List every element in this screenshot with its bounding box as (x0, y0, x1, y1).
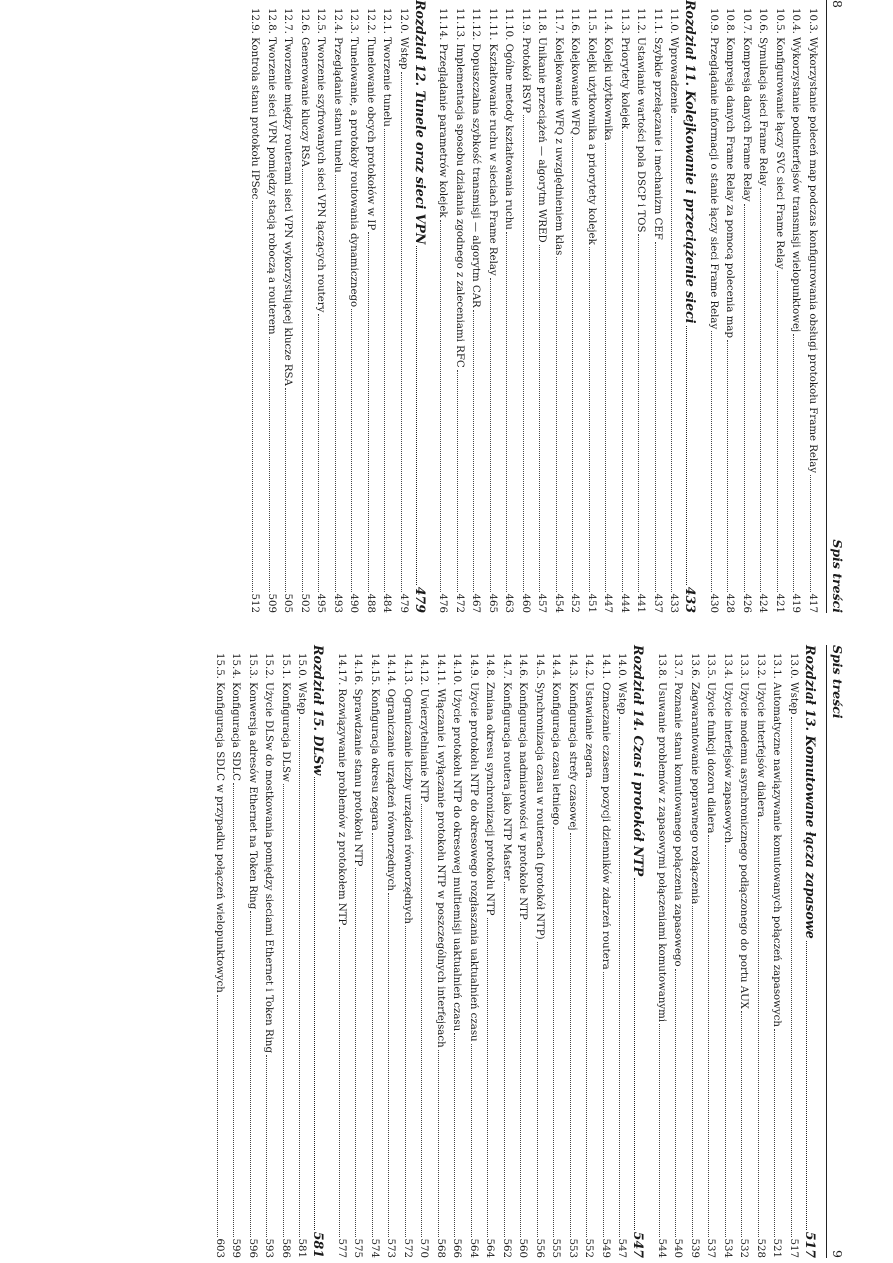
entry-label: 15.5. Konfiguracja SDLC w przypadku połączeń wielopunktowych (214, 653, 225, 993)
entry-page-number: 495 (315, 593, 327, 613)
dot-leader (356, 868, 358, 1236)
entry-page-number: 552 (583, 1238, 595, 1258)
entry-label: 14.5. Synchronizacja czasu w routerach (protokół NTP) (534, 653, 545, 940)
entry-page-number: 430 (708, 593, 719, 613)
entry-page-number: 476 (437, 593, 449, 613)
entry-label: 12.5. Tworzenie szyfrowanych sieci VPN łączących routery (315, 8, 327, 313)
entry-label: 13.2. Użycie interfejsów dialera (755, 653, 766, 818)
toc-entry (787, 0, 804, 613)
entry-page-number: 479 (398, 593, 409, 613)
entry-page-number: 547 (631, 1231, 647, 1258)
toc-entry (533, 0, 550, 613)
page-header (826, 645, 850, 1258)
toc-entry (705, 0, 722, 613)
toc-page-9 (130, 645, 845, 1258)
entry-page-number: 509 (266, 593, 277, 613)
dot-leader (537, 942, 539, 1237)
toc-entry (293, 645, 310, 1258)
entry-label: 14.13. Ograniczanie liczby urządzeń równorzędnych (402, 653, 413, 924)
dot-leader (606, 143, 608, 592)
entry-label: 11.8. Unikanie przeciążeń — algorytm WRED (536, 8, 548, 243)
dot-leader (319, 314, 321, 591)
toc-entry (616, 0, 633, 613)
toc-entry (702, 645, 719, 1258)
entry-page-number: 547 (616, 1238, 628, 1258)
toc-entry (399, 645, 416, 1258)
entry-label: 14.6. Konfiguracja nadmiarowości w protokole NTP (517, 653, 529, 920)
entry-page-number: 521 (771, 1238, 783, 1258)
toc-entry (296, 0, 313, 613)
dot-leader (474, 310, 476, 592)
entry-page-number: 539 (689, 1238, 700, 1258)
toc-entry (448, 645, 465, 1258)
entry-label: 12.2. Tunelowanie obcych protokołów w IP (365, 8, 376, 231)
chapter-heading (310, 645, 329, 1258)
dot-leader (711, 331, 713, 591)
entry-label: 10.7. Kompresja danych Frame Relay (741, 8, 752, 202)
entry-label: 10.4. Wykorzystanie podinterfejsów transmisji wielopunktowej (790, 8, 802, 333)
entry-page-number: 581 (296, 1238, 308, 1258)
entry-page-number: 512 (249, 593, 261, 613)
entry-label: 14.16. Sprawdzanie stanu protokołu NTP (352, 653, 364, 867)
dot-leader (523, 115, 525, 592)
entry-label: 15.0. Wstęp (296, 653, 308, 715)
entry-label: 11.10. Ogólne metody kształtowania ruchu (503, 8, 515, 230)
toc-entry (735, 645, 752, 1258)
toc-entry (566, 0, 583, 613)
entry-label: 12.7. Tworzenie między routerami sieci VPN wykorzystującej klucze RSA (282, 8, 294, 386)
dot-leader (554, 827, 556, 1236)
dot-leader (742, 1011, 744, 1237)
entry-label: 12.1. Tworzenie tunelu (381, 8, 393, 127)
entry-page-number: 452 (569, 593, 581, 613)
entry-label: 14.14. Ograniczanie urządzeń równorzędnych (385, 653, 397, 891)
entry-page-number: 417 (807, 593, 818, 613)
chapter-heading (411, 0, 430, 613)
page-number: 9 (830, 1250, 845, 1258)
entry-label: 11.2. Ustawianie wartości pola DSCP i TOS (635, 8, 647, 233)
toc-entry (366, 645, 383, 1258)
entry-label: 11.1. Szybkie przełączanie i mechanizm CEF (652, 8, 663, 240)
entry-page-number: 537 (705, 1238, 717, 1258)
dot-leader (455, 1033, 457, 1236)
page-9-content (211, 645, 851, 1258)
dot-leader (490, 278, 492, 592)
toc-entry (517, 0, 534, 613)
dot-leader (217, 995, 219, 1237)
dot-leader (761, 188, 763, 591)
entry-label: 14.4. Konfiguracja czasu letniego (550, 653, 562, 826)
entry-label: 10.5. Konfigurowanie łączy SVC sieci Frame Relay (774, 8, 785, 270)
entry-page-number: 460 (520, 593, 531, 613)
entry-page-number: 444 (619, 593, 630, 613)
toc-entry (260, 645, 277, 1258)
entry-label: 11.12. Dopuszczalna szybkość transmisji — algorytm CAR (470, 8, 482, 308)
page-title: Spis treści (830, 645, 845, 719)
dot-leader (286, 388, 288, 592)
dot-leader (422, 804, 424, 1236)
toc-entry (277, 645, 294, 1258)
entry-page-number: 603 (214, 1238, 225, 1258)
dot-leader (775, 1029, 777, 1237)
dot-leader (283, 784, 285, 1237)
toc-list (211, 645, 821, 1258)
dot-leader (587, 780, 589, 1236)
dot-leader (806, 941, 808, 1230)
entry-label: 11.3. Priorytety kolejek (619, 8, 630, 130)
entry-label: 13.0. Wstęp (788, 653, 799, 715)
toc-entry (649, 0, 666, 613)
dot-leader (335, 175, 337, 592)
entry-page-number: 463 (503, 593, 515, 613)
entry-page-number: 532 (738, 1238, 750, 1258)
toc-entry (785, 645, 802, 1258)
toc-entry (484, 0, 501, 613)
toc-entry (349, 645, 366, 1258)
entry-page-number: 428 (724, 593, 736, 613)
dot-leader (744, 204, 746, 592)
dot-leader (368, 232, 370, 591)
entry-label: 14.9. Użycie protokołu NTP do okresowego rozgłaszania uaktualnień czasu (468, 653, 479, 1042)
page-number: 8 (830, 0, 845, 8)
entry-label: 10.6. Symulacja sieci Frame Relay (757, 8, 769, 187)
entry-page-number: 517 (803, 1231, 818, 1258)
toc-entry (329, 0, 346, 613)
toc-entry (415, 645, 432, 1258)
entry-page-number: 577 (336, 1238, 347, 1258)
chapter-heading (801, 645, 820, 1258)
dot-leader (622, 131, 624, 591)
entry-label: 11.9. Protokół RSVP (520, 8, 531, 113)
entry-page-number: 419 (790, 593, 802, 613)
toc-entry (395, 0, 412, 613)
toc-entry (599, 0, 616, 613)
toc-entry (669, 645, 686, 1258)
toc-entry (613, 645, 630, 1258)
entry-page-number: 572 (402, 1238, 413, 1258)
entry-label: 14.0. Wstęp (616, 653, 628, 715)
dot-leader (471, 1044, 473, 1237)
dot-leader (777, 271, 779, 591)
entry-page-number: 593 (263, 1238, 275, 1258)
entry-page-number: 564 (468, 1238, 479, 1258)
dot-leader (352, 309, 354, 591)
dot-leader (405, 926, 407, 1237)
entry-label: 11.14. Przeglądanie parametrów kolejek (437, 8, 449, 218)
toc-entry (547, 645, 564, 1258)
dot-leader (457, 370, 459, 592)
entry-label: 13.6. Zagwarantowanie poprawnego rozłączenia (689, 653, 700, 905)
entry-page-number: 566 (451, 1238, 463, 1258)
dot-leader (504, 882, 506, 1236)
toc-entry (580, 645, 597, 1258)
dot-leader (655, 242, 657, 592)
dot-leader (794, 334, 796, 591)
dot-leader (267, 1055, 269, 1237)
entry-page-number: 553 (567, 1238, 578, 1258)
toc-entry (481, 645, 498, 1258)
entry-label: 13.8. Usuwanie problemów z zapasowymi połączeniami komutowanymi (656, 653, 667, 1023)
entry-page-number: 457 (536, 593, 548, 613)
dot-leader (401, 72, 403, 592)
entry-label: 14.17. Rozwiązywanie problemów z protokołem NTP (336, 653, 347, 926)
entry-page-number: 560 (517, 1238, 529, 1258)
entry-label: 12.6. Generowanie kluczy RSA (299, 8, 310, 167)
page-title: Spis treści (830, 539, 845, 613)
entry-page-number: 451 (586, 593, 597, 613)
toc-entry (451, 0, 468, 613)
dot-leader (540, 245, 542, 592)
entry-page-number: 544 (656, 1238, 667, 1258)
entry-label: 15.4. Konfiguracja SDLC (230, 653, 242, 781)
dot-leader (253, 201, 255, 591)
entry-label: 11.7. Kolejkowanie WFQ z uwzględnieniem klas (553, 8, 564, 256)
toc-entry (333, 645, 350, 1258)
entry-page-number: 517 (788, 1238, 799, 1258)
dot-leader (725, 845, 727, 1236)
dot-leader (589, 247, 591, 592)
toc-entry (362, 0, 379, 613)
page-header (826, 0, 850, 613)
dot-leader (758, 819, 760, 1236)
entry-label: 14.15. Konfiguracja okresu zegara (369, 653, 380, 831)
entry-page-number: 570 (418, 1238, 430, 1258)
dot-leader (339, 927, 341, 1236)
entry-label: 13.1. Automatyczne nawiązywanie komutowanych połączeń zapasowych (771, 653, 783, 1027)
entry-label: 14.1. Oznaczanie czasem pozycji dzienników zdarzeń routera (600, 653, 611, 970)
entry-label: 11.4. Kolejki użytkownika (602, 8, 614, 141)
toc-entry (564, 645, 581, 1258)
entry-page-number: 502 (299, 593, 310, 613)
toc-entry (738, 0, 755, 613)
entry-page-number: 564 (484, 1238, 496, 1258)
toc-entry (531, 645, 548, 1258)
entry-page-number: 421 (774, 593, 785, 613)
entry-label: 12.3. Tunelowanie, a protokoły routowania dynamicznego (348, 8, 360, 308)
dot-leader (728, 340, 730, 592)
entry-label: 14.11. Włączanie i wyłączanie protokołu NTP w poszczególnych interfejsach (435, 653, 446, 1048)
dot-leader (810, 475, 812, 592)
toc-entry (244, 645, 261, 1258)
entry-page-number: 555 (550, 1238, 562, 1258)
entry-page-number: 479 (413, 586, 428, 613)
entry-label: 13.3. Użycie modemu asynchronicznego podłączonego do portu AUX (738, 653, 750, 1009)
dot-leader (372, 833, 374, 1237)
entry-page-number: 424 (757, 593, 769, 613)
dot-leader (315, 777, 317, 1230)
entry-label: 10.3. Wykorzystanie poleceń map podczas konfigurowania obsługi protokołu Frame Relay (807, 8, 818, 474)
entry-label: 14.7. Konfiguracja routera jako NTP Master (501, 653, 512, 881)
entry-page-number: 586 (280, 1238, 291, 1258)
entry-label: 13.4. Użycie interfejsów zapasowych (722, 653, 733, 844)
dot-leader (573, 137, 575, 591)
entry-label: 15.3. Konwersja adresów Ethernet na Token Ring (247, 653, 258, 910)
dot-leader (791, 717, 793, 1237)
toc-entry (498, 645, 515, 1258)
toc-entry (432, 645, 449, 1258)
entry-label: 14.10. Użycie protokołu NTP do okresowej multiemisji uaktualnień czasu (451, 653, 463, 1032)
entry-label: 11.6. Kolejkowanie WFQ (569, 8, 581, 136)
toc-entry (632, 0, 649, 613)
dot-leader (385, 129, 387, 592)
dot-leader (416, 246, 418, 584)
toc-list (246, 0, 820, 613)
entry-page-number: 505 (282, 593, 294, 613)
entry-label: 11.5. Kolejki użytkownika a priorytety kolejek (586, 8, 597, 245)
dot-leader (639, 234, 641, 591)
chapter-heading (682, 0, 701, 613)
entry-page-number: 573 (385, 1238, 397, 1258)
entry-label: 12.8. Tworzenie sieci VPN pomiędzy stacją roboczą a routerem (266, 8, 277, 335)
page-8-content (246, 0, 850, 613)
entry-label: Rozdział 11. Kolejkowanie i przeciążenie sieci (683, 0, 699, 324)
entry-label: Rozdział 12. Tunele oraz sieci VPN (413, 0, 428, 245)
toc-entry (382, 645, 399, 1258)
dot-leader (687, 326, 689, 585)
entry-page-number: 549 (600, 1238, 611, 1258)
entry-page-number: 596 (247, 1238, 258, 1258)
toc-entry (246, 0, 263, 613)
entry-label: 15.1. Konfiguracja DLSw (280, 653, 291, 782)
dot-leader (635, 878, 637, 1230)
toc-entry (467, 0, 484, 613)
entry-label: 10.9. Przeglądanie informacji o stanie łączy sieci Frame Relay (708, 8, 719, 330)
toc-page-8 (130, 0, 845, 613)
dot-leader (438, 1050, 440, 1237)
dot-leader (556, 257, 558, 591)
entry-page-number: 426 (741, 593, 752, 613)
toc-entry (653, 645, 670, 1258)
entry-page-number: 575 (352, 1238, 364, 1258)
entry-label: Rozdział 15. DLSw (311, 645, 327, 776)
entry-label: 14.8. Zmiana okresu synchronizacji protokołu NTP (484, 653, 496, 916)
chapter-heading (630, 645, 649, 1258)
entry-page-number: 472 (454, 593, 465, 613)
entry-label: Rozdział 14. Czas i protokół NTP (631, 645, 647, 877)
toc-entry (686, 645, 703, 1258)
toc-entry (768, 645, 785, 1258)
toc-entry (754, 0, 771, 613)
toc-entry (211, 645, 228, 1258)
dot-leader (234, 783, 236, 1237)
entry-page-number: 484 (381, 593, 393, 613)
dot-leader (570, 833, 572, 1237)
entry-label: 13.5. Użycie funkcji dozoru dialera (705, 653, 717, 834)
toc-entry (804, 0, 821, 613)
entry-page-number: 528 (755, 1238, 766, 1258)
toc-entry (378, 0, 395, 613)
dot-leader (672, 116, 674, 592)
entry-page-number: 581 (311, 1231, 327, 1258)
toc-entry (665, 0, 682, 613)
toc-entry (771, 0, 788, 613)
entry-page-number: 454 (553, 593, 564, 613)
entry-label: 15.2. Użycie DLSw do mostkowania pomiędzy sieciami Ethernet i Token Ring (263, 653, 275, 1053)
dot-leader (507, 232, 509, 592)
toc-entry (465, 645, 482, 1258)
entry-label: 14.2. Ustawianie zegara (583, 653, 595, 779)
entry-page-number: 441 (635, 593, 647, 613)
entry-page-number: 465 (487, 593, 498, 613)
entry-label: 14.3. Konfiguracja strefy czasowej (567, 653, 578, 831)
toc-entry (263, 0, 280, 613)
dot-leader (692, 906, 694, 1236)
dot-leader (441, 220, 443, 592)
toc-entry (279, 0, 296, 613)
entry-page-number: 447 (602, 593, 614, 613)
entry-page-number: 556 (534, 1238, 545, 1258)
toc-entry (514, 645, 531, 1258)
entry-label: 14.12. Uwierzytelnianie NTP (418, 653, 430, 803)
dot-leader (676, 969, 678, 1237)
entry-page-number: 433 (683, 586, 699, 613)
toc-entry (434, 0, 451, 613)
entry-page-number: 437 (652, 593, 663, 613)
dot-leader (659, 1024, 661, 1236)
toc-entry (312, 0, 329, 613)
dot-leader (302, 169, 304, 592)
entry-page-number: 568 (435, 1238, 446, 1258)
entry-label: 10.8. Kompresja danych Frame Relay za pomocą polecenia map (724, 8, 736, 338)
dot-leader (250, 911, 252, 1236)
entry-page-number: 540 (672, 1238, 684, 1258)
entry-label: 12.4. Przeglądanie stanu tunelu (332, 8, 343, 173)
toc-entry (719, 645, 736, 1258)
entry-page-number: 467 (470, 593, 482, 613)
dot-leader (300, 717, 302, 1237)
toc-entry (227, 645, 244, 1258)
entry-label: 12.0. Wstęp (398, 8, 409, 70)
entry-page-number: 574 (369, 1238, 380, 1258)
toc-entry (597, 645, 614, 1258)
entry-label: 13.7. Poznanie stanu komutowanego połączenia zapasowego (672, 653, 684, 967)
entry-page-number: 562 (501, 1238, 512, 1258)
toc-entry (500, 0, 517, 613)
toc-entry (345, 0, 362, 613)
dot-leader (603, 972, 605, 1237)
dot-leader (709, 835, 711, 1236)
entry-page-number: 599 (230, 1238, 242, 1258)
toc-entry (721, 0, 738, 613)
entry-page-number: 488 (365, 593, 376, 613)
toc-entry (583, 0, 600, 613)
toc-entry (752, 645, 769, 1258)
entry-page-number: 534 (722, 1238, 733, 1258)
entry-page-number: 493 (332, 593, 343, 613)
dot-leader (620, 717, 622, 1237)
toc-entry (550, 0, 567, 613)
dot-leader (269, 337, 271, 592)
entry-label: 11.13. Implementacja sposobu działania zgodnego z zaleceniami RFC (454, 8, 465, 368)
dot-leader (488, 918, 490, 1237)
entry-label: 11.0. Wprowadzenie (668, 8, 680, 114)
entry-page-number: 490 (348, 593, 360, 613)
dot-leader (521, 922, 523, 1237)
entry-page-number: 433 (668, 593, 680, 613)
entry-label: 12.9. Kontrola stanu protokołu IPSec (249, 8, 261, 200)
entry-label: Rozdział 13. Komutowane łącza zapasowe (803, 645, 818, 939)
entry-label: 11.11. Kształtowanie ruchu w sieciach Frame Relay (487, 8, 498, 276)
dot-leader (389, 893, 391, 1237)
